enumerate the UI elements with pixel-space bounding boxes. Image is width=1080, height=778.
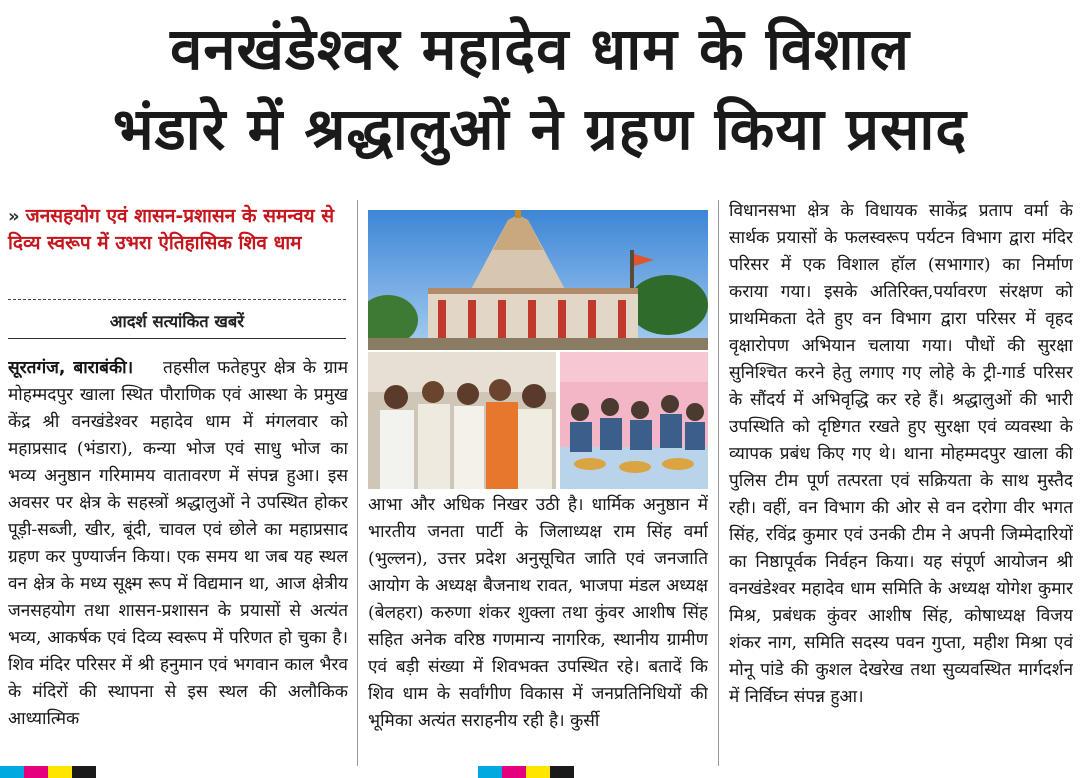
temple-photo xyxy=(368,210,708,350)
prasad-image xyxy=(560,352,708,489)
article-column-3: विधानसभा क्षेत्र के विधायक साकेंद्र प्रताप वर्मा के सार्थक प्रयासों के फलस्वरूप पर्यटन विभाग द्वारा मंदिर परिसर में एक विशाल हॉल (सभागार) का निर्माण कराया गया। इसके अतिरिक्त,पर्यावरण संरक्षण को प्राथमिकता देते हुए वन विभाग द्वारा परिसर में वृहद वृक्षारोपण अभियान चलाया गया। पौधों की सुरक्षा सुनिश्चित करने हेतु लगाए गए लोहे के ट्री-गार्ड परिसर के सौंदर्य में अभिवृद्धि कर रहे हैं। श्रद्धालुओं की भारी उपस्थिति को दृष्टिगत रखते हुए सुरक्षा एवं व्यवस्था के व्यापक प्रबंध किए गए थे। थाना मोहम्मदपुर खाला की पुलिस टीम पूर्ण तत्परता एवं सक्रियता के साथ मुस्तैद रही। वहीं, वन विभाग की ओर से वन दरोगा वीर भगत सिंह, रविंद्र कुमार एवं उनकी टीम ने अपनी जिम्मेदारियों का निष्ठापूर्वक निर्वहन किया। यह संपूर्ण आयोजन श्री वनखंडेश्वर महादेव धाम समिति के अध्यक्ष योगेश कुमार मिश्र, प्रबंधक कुंवर आशीष सिंह, कोषाध्यक्ष विजय शंकर नाग, समिति सदस्य पवन गुप्ता, महीश मिश्रा एवं मोनू पांडे की कुशल देखरेख तथा सुव्यवस्थित मार्गदर्शन में निर्विघ्न संपन्न हुआ। xyxy=(729,201,1073,707)
cmyk-bar xyxy=(550,766,574,778)
column-1-text: तहसील फतेहपुर क्षेत्र के ग्राम मोहम्मदपुर खाला स्थित पौराणिक एवं आस्था के प्रमुख केंद्र श्री वनखंडेश्वर महादेव धाम में मंगलवार को महाप्रसाद (भंडारा), कन्या भोज एवं साधु भोज का भव्य अनुष्ठान गरिमामय वातावरण में संपन्न हुआ। इस अवसर पर क्षेत्र के सहस्त्रों श्रद्धालुओं ने उपस्थित होकर पूड़ी-सब्जी, खीर, बूंदी, चावल एवं छोले का महाप्रसाद ग्रहण कर पुण्यार्जन किया। एक समय था जब यह स्थल वन क्षेत्र के मध्य सूक्ष्म रूप में विद्यमान था, आज क्षेत्रीय जनसहयोग तथा शासन-प्रशासन के प्रयासों से अत्यंत भव्य, आकर्षक एवं दिव्य स्वरूप में परिणत हो चुका है। शिव मंदिर परिसर में श्री हनुमान एवं भगवान काल भैरव के मंदिरों की स्थापना से इस स्थल की अलौकिक आध्यात्मिक xyxy=(8,358,348,729)
dignitaries-photo xyxy=(368,352,556,489)
byline: आदर्श सत्यांकित खबरें xyxy=(109,312,245,331)
prasad-photo xyxy=(560,352,708,489)
kicker-divider xyxy=(8,299,346,300)
cmyk-bar xyxy=(502,766,526,778)
article-column-2: आभा और अधिक निखर उठी है। धार्मिक अनुष्ठान में भारतीय जनता पार्टी के जिलाध्यक्ष राम सिंह वर्मा (भुल्लन), उत्तर प्रदेश अनुसूचित जाति एवं जनजाति आयोग के अध्यक्ष बैजनाथ रावत, भाजपा मंडल अध्यक्ष (बेलहरा) करुणा शंकर शुक्ला तथा कुंवर आशीष सिंह सहित अनेक वरिष्ठ गणमान्य नागरिक, स्थानीय ग्रामीण एवं बड़ी संख्या में शिवभक्त उपस्थित रहे। बतादें कि शिव धाम के सर्वांगीण विकास में जनप्रतिनिधियों की भूमिका अत्यंत सराहनीय रही है। कुर्सी xyxy=(368,495,708,731)
column-divider xyxy=(718,200,719,766)
cmyk-bar xyxy=(478,766,502,778)
chevron-icon: » xyxy=(8,206,20,227)
cmyk-bar xyxy=(526,766,550,778)
cmyk-bar xyxy=(0,766,24,778)
cmyk-bar xyxy=(48,766,72,778)
dignitaries-image xyxy=(368,352,556,489)
dateline: सूरतगंज, बाराबंकी। xyxy=(8,358,134,378)
byline-divider xyxy=(8,338,346,339)
column-divider xyxy=(357,200,358,766)
cmyk-bar xyxy=(24,766,48,778)
cmyk-bar xyxy=(72,766,96,778)
temple-image xyxy=(368,210,708,350)
headline-line-2: भंडारे में श्रद्धालुओं ने ग्रहण किया प्रसाद xyxy=(112,95,968,163)
kicker xyxy=(8,203,346,257)
kicker-text: जनसहयोग एवं शासन-प्रशासन के समन्वय से दिव्य स्वरूप में उभरा ऐतिहासिक शिव धाम xyxy=(8,205,335,254)
headline-line-1: वनखंडेश्वर महादेव धाम के विशाल xyxy=(170,15,910,83)
article-column-1 xyxy=(8,355,348,765)
